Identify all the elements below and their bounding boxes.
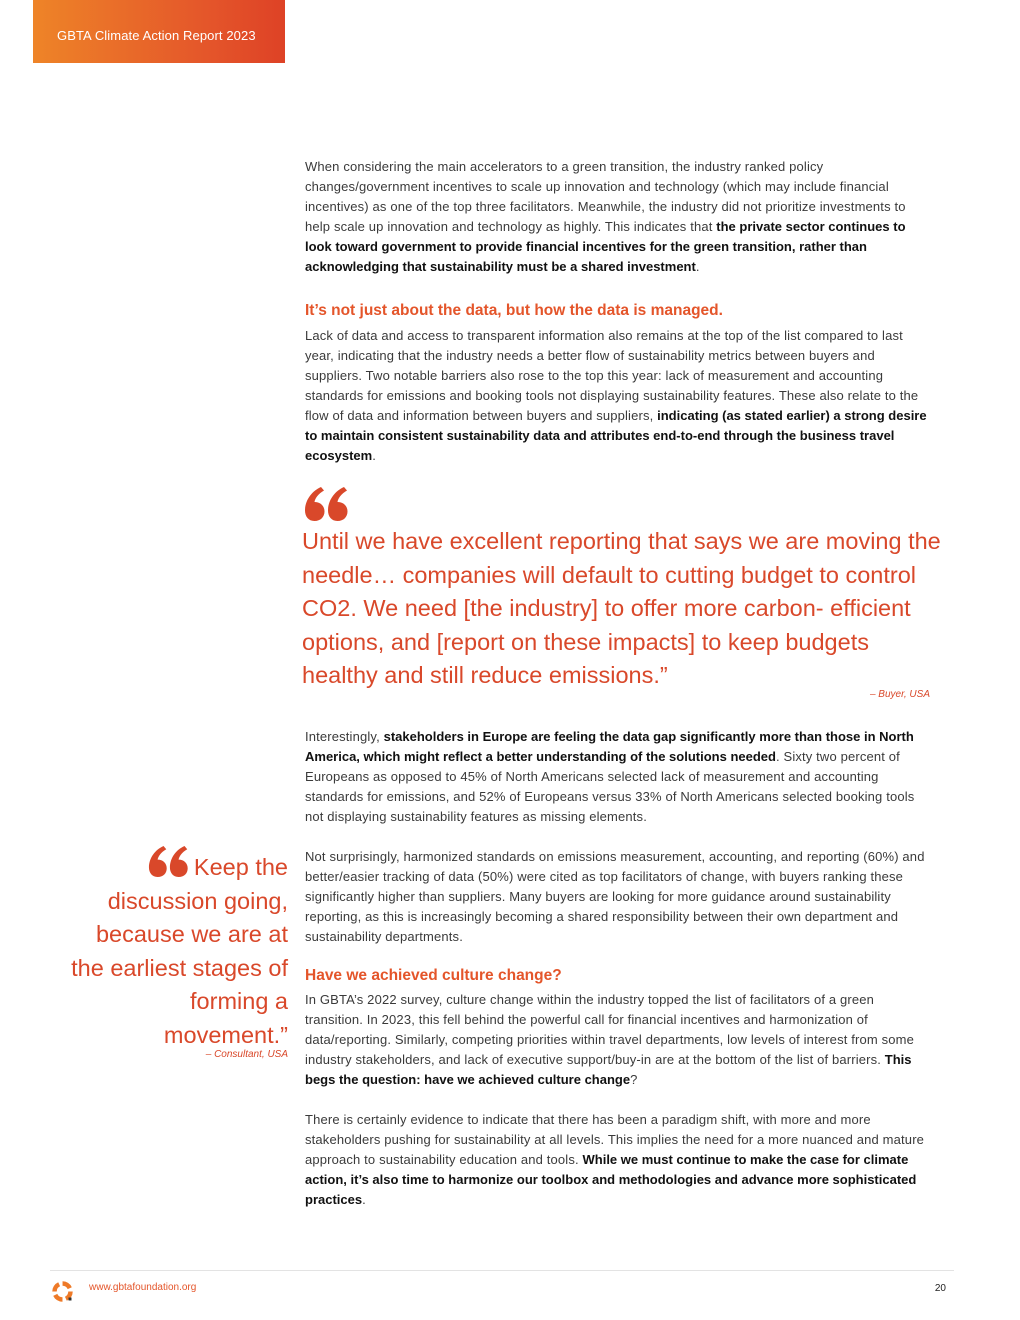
paradigm-paragraph: There is certainly evidence to indicate that there has been a paradigm shift, with more and more stakeholders pushing for sustainability at all levels. This implies the need for a more nuanced and mature approach to sustainability education and tools. While we must continue to make the case for climate action, it’s also time to harmonize our toolbox and methodologies and advance more sophisticated practices. <box>305 1112 925 1207</box>
side-quote <box>60 846 288 1052</box>
footer-website-link[interactable]: www.gbtafoundation.org <box>89 1282 197 1293</box>
report-title: GBTA Climate Action Report 2023 <box>57 28 256 43</box>
side-quote-text: Keep the discussion going, because we are at the earliest stages of forming a movement.” <box>71 854 288 1048</box>
regional-paragraph: Interestingly, stakeholders in Europe are feeling the data gap significantly more than those in North America, which might reflect a better understanding of the solutions needed. Sixty two percent of Europeans as opposed to 45% of North Americans selected lack of measurement and accounting standards for emissions, and 52% of Europeans versus 33% of North Americans selected booking tools not displaying sustainability features as missing elements. <box>305 729 915 824</box>
quote-mark-icon <box>305 487 349 521</box>
gbta-foundation-logo-icon <box>50 1278 76 1304</box>
page-number: 20 <box>934 1283 946 1294</box>
side-quote-attribution: – Consultant, USA <box>205 1049 288 1060</box>
data-paragraph: Lack of data and access to transparent information also remains at the top of the list compared to last year, indicating that the industry needs a better flow of sustainability metrics between buyers and suppliers. Two notable barriers also rose to the top this year: lack of measurement and accounting standards for emissions and booking tools not displaying sustainability features. These also relate to the flow of data and information between buyers and suppliers, indicating (as stated earlier) a strong desire to maintain consistent sustainability data and attributes end-to-end through the business travel ecosystem. <box>305 328 927 463</box>
section-heading-data: It’s not just about the data, but how the data is managed. <box>305 302 723 319</box>
side-quote-mark-icon <box>148 846 190 877</box>
data-management-section <box>305 302 933 466</box>
culture-section <box>305 967 933 1210</box>
report-header-tab <box>33 0 285 63</box>
intro-paragraph: When considering the main accelerators to a green transition, the industry ranked policy changes/government incentives to scale up innovation and technology (which may include financial incentives) as one of the top three facilitators. Meanwhile, the industry did not prioritize investments to help scale up innovation and technology as highly. This indicates that the private sector continues to look toward government to provide financial incentives for the green transition, rather than acknowledging that sustainability must be a shared investment. <box>305 159 906 274</box>
standards-paragraph: Not surprisingly, harmonized standards on emissions measurement, accounting, and reporting (60%) and better/easier tracking of data (50%) were cited as top facilitators of change, with buyers ranking these significantly higher than suppliers. Many buyers are looking for more guidance around sustainability reporting, as this is increasingly becoming a shared responsibility between their own department and sustainability departments. <box>305 849 925 944</box>
section-heading-culture: Have we achieved culture change? <box>305 967 562 984</box>
footer-divider <box>50 1270 954 1271</box>
pull-quote-text: Until we have excellent reporting that says we are moving the needle… companies will default to cutting budget to control CO2. We need [the industry] to offer more carbon- efficient options, and [report on these impacts] to keep budgets healthy and still reduce emissions.” <box>302 528 941 688</box>
pull-quote-attribution: – Buyer, USA <box>869 689 930 700</box>
intro-section <box>305 157 933 277</box>
culture-paragraph: In GBTA’s 2022 survey, culture change within the industry topped the list of facilitators of a green transition. In 2023, this fell behind the powerful call for financial incentives and harmonization of data/reporting. Similarly, competing priorities within travel departments, low levels of interest from some industry stakeholders, and lack of executive support/buy-in are at the bottom of the list of barriers. This begs the question: have we achieved culture change? <box>305 992 914 1087</box>
regional-section <box>305 727 933 947</box>
